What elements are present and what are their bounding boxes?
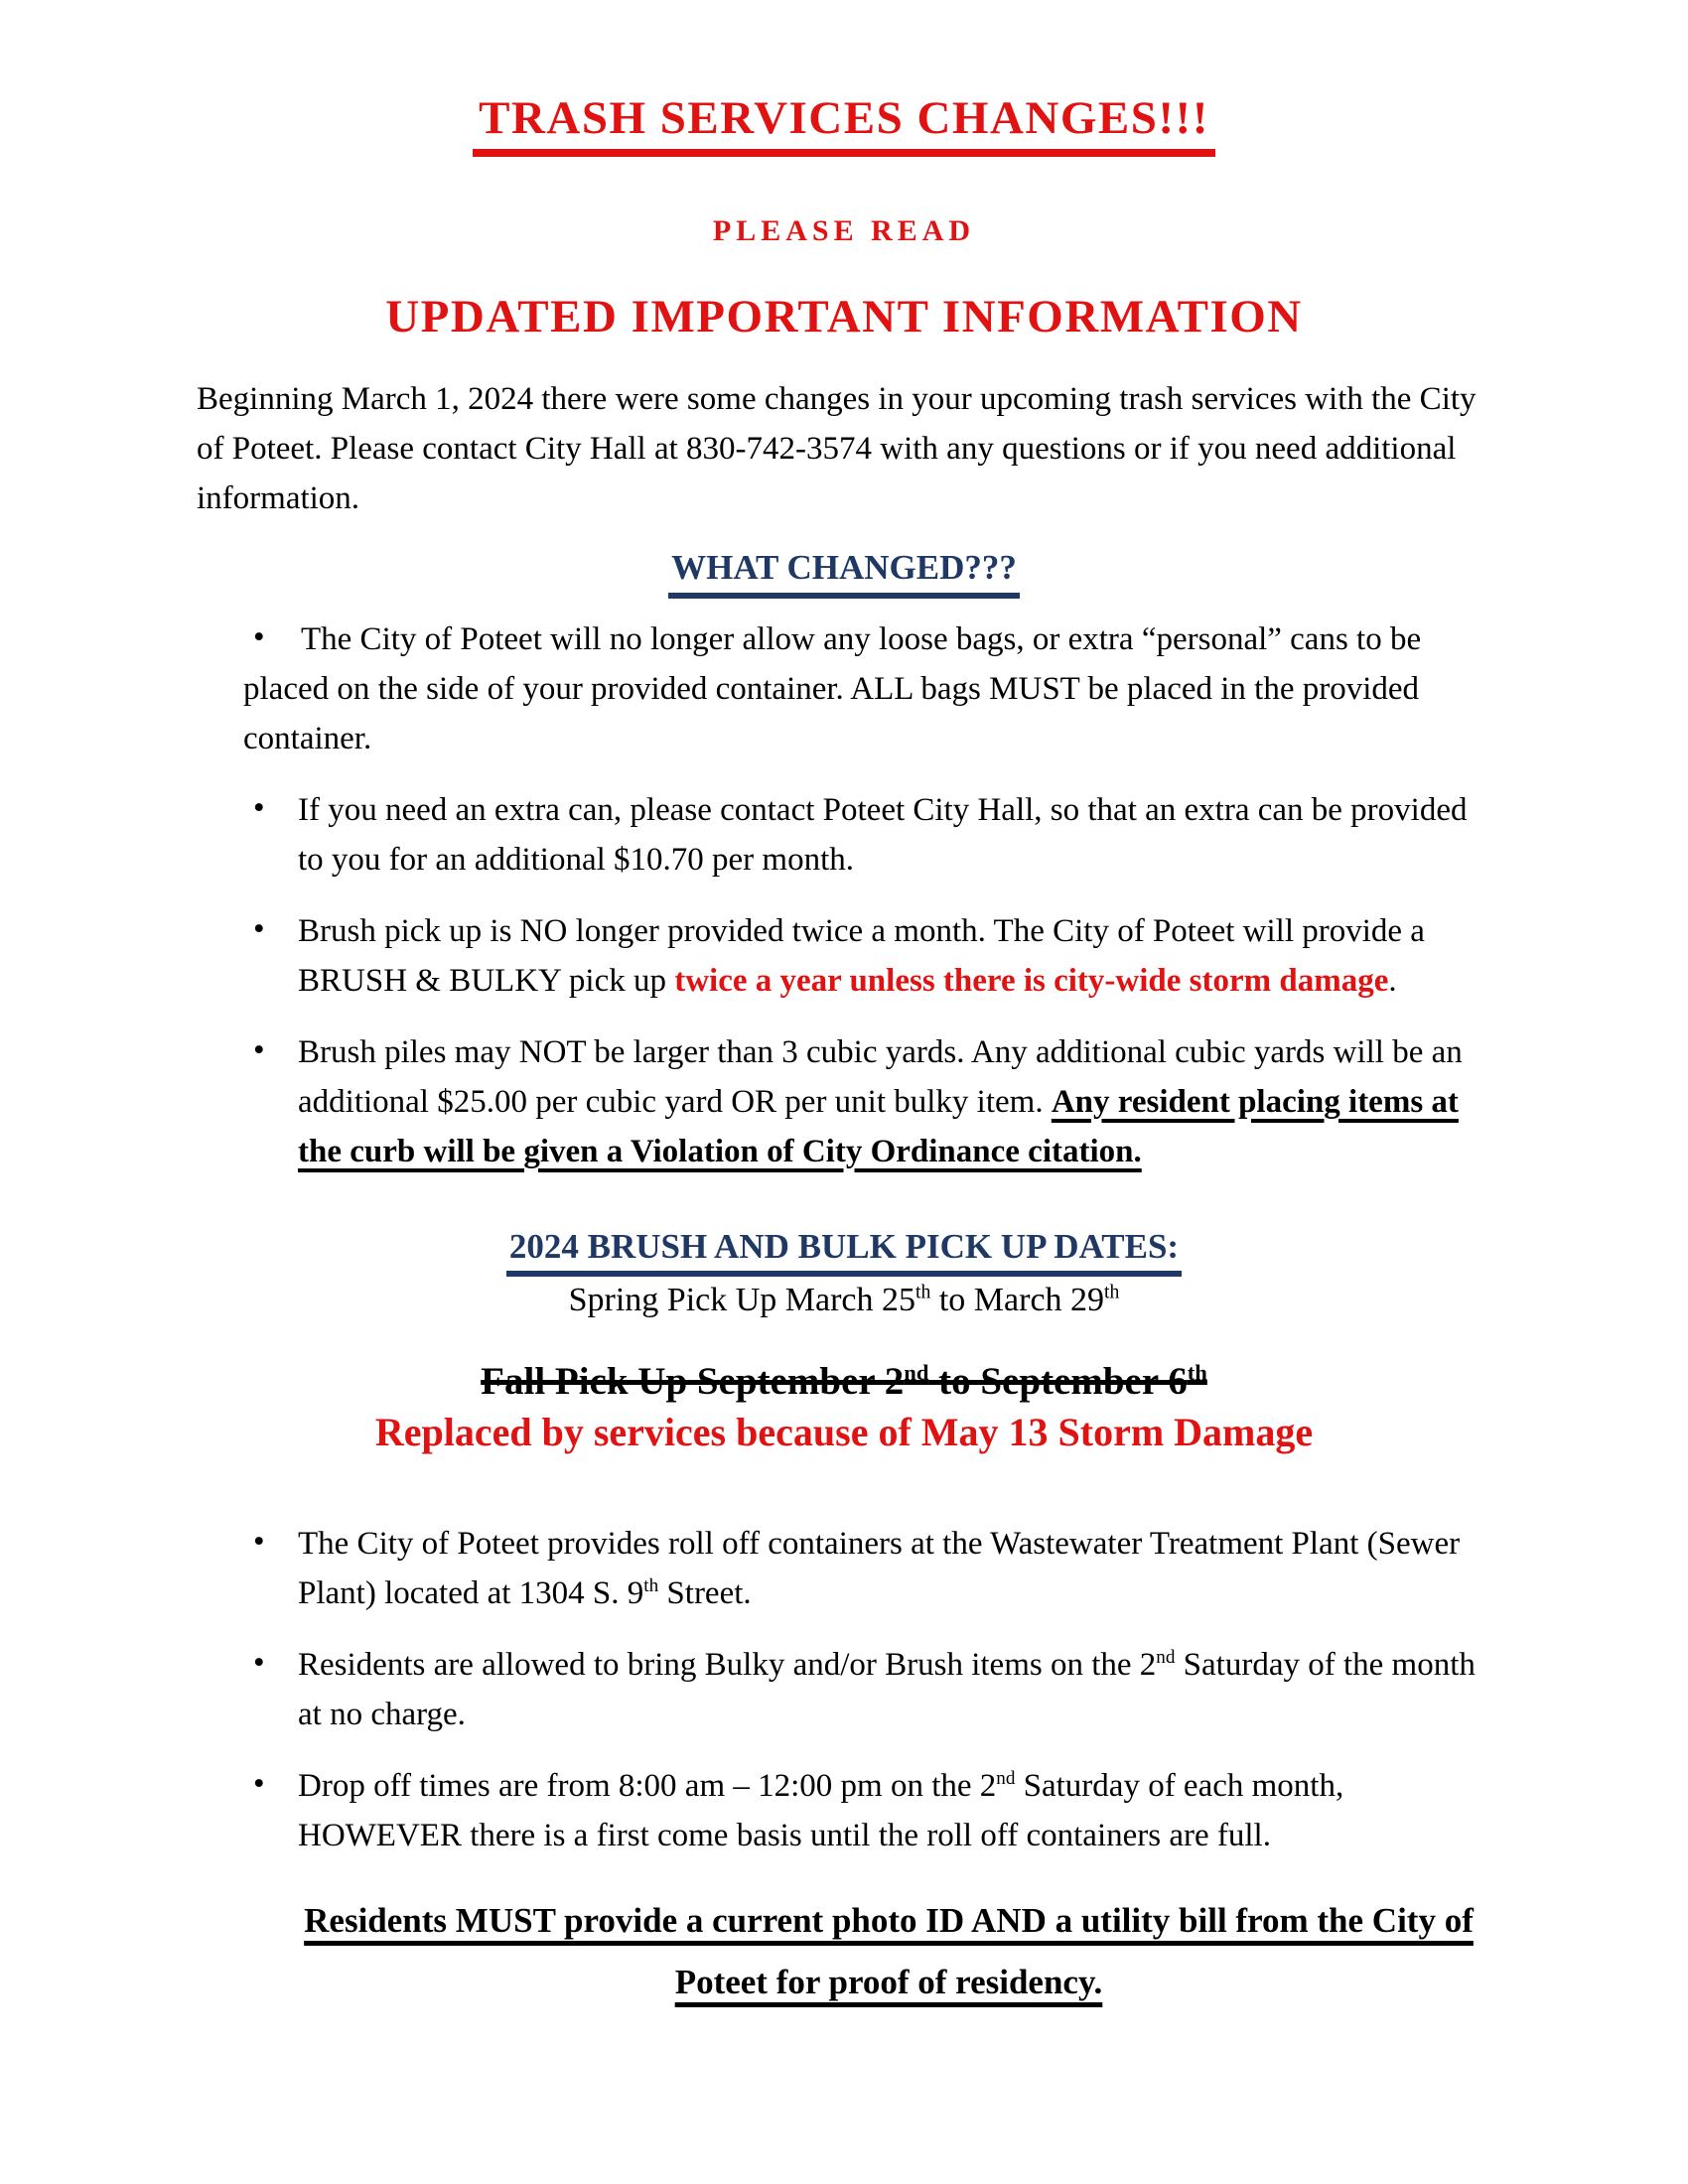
title-row (0, 0, 1688, 157)
ordinal-suffix: nd (904, 1360, 929, 1385)
list-item-roll-off-containers (0, 1519, 1688, 1618)
ordinal-suffix: th (915, 1281, 931, 1303)
dates-heading-row (0, 1198, 1688, 1278)
bullet-text: If you need an extra can, please contact Poteet City Hall, so that an extra can be provided to you for an additional $10.70 per month. (298, 791, 1468, 878)
bullet-text: Street. (658, 1575, 752, 1611)
what-changed-row (0, 523, 1688, 599)
bullet-icon: • (253, 1766, 265, 1802)
ordinal-suffix: nd (1156, 1647, 1176, 1668)
list-item-loose-bags (0, 614, 1688, 763)
what-changed-heading: WHAT CHANGED??? (668, 549, 1020, 599)
bullet-icon: • (253, 910, 265, 947)
list-item-brush-piles (0, 1027, 1688, 1176)
list-item-dropoff-times (0, 1761, 1688, 1860)
bullet-text-highlight: twice a year unless there is city-wide storm damage (674, 962, 1389, 999)
spring-pickup-line (0, 1282, 1688, 1319)
intro-paragraph: Beginning March 1, 2024 there were some changes in your upcoming trash services with the City of Poteet. Please contact City Hall at 830-742-3574 with any questions or if you need additional information. (197, 381, 1477, 516)
spring-text: to March 29 (930, 1282, 1105, 1318)
bullet-text: . (1388, 962, 1397, 999)
ordinal-suffix: th (1187, 1360, 1207, 1385)
fall-text: Fall Pick Up September 2 (481, 1360, 905, 1403)
fall-pickup-line-struck (0, 1359, 1688, 1404)
bullet-text: Brush piles may NOT be larger than 3 cubic yards. Any additional cubic yards will be an additional $25.00 per cubic yard OR per unit bulky item. (298, 1033, 1463, 1120)
updated-info-heading: UPDATED IMPORTANT INFORMATION (385, 291, 1303, 342)
residency-proof-notice: Residents MUST provide a current photo ID AND a utility bill from the City of Poteet for proof of residency. (304, 1901, 1474, 2001)
bullet-text: The City of Poteet will no longer allow any loose bags, or extra “personal” cans to be placed on the side of your provided container. ALL bags MUST be placed in the provided container. (243, 620, 1422, 756)
list-item-extra-can (0, 785, 1688, 885)
bullet-icon: • (253, 1031, 265, 1068)
bullet-text-warning: Any resident placing items at the curb will be given a Violation of City Ordinance citation. (298, 1083, 1459, 1169)
list-item-bring-items (0, 1640, 1688, 1739)
bullet-icon: • (253, 1524, 265, 1560)
fall-text: to September 6 (928, 1360, 1188, 1403)
ordinal-suffix: th (643, 1575, 659, 1596)
replaced-by-services-line: Replaced by services because of May 13 Storm Damage (374, 1410, 1314, 1454)
changes-list (0, 614, 1688, 1176)
page-title: TRASH SERVICES CHANGES!!! (473, 95, 1215, 157)
bullet-text: Saturday of the month at no charge. (298, 1647, 1476, 1732)
bullet-text: The City of Poteet provides roll off containers at the Wastewater Treatment Plant (Sewer Plant) located at 1304 S. 9 (298, 1526, 1461, 1611)
bullet-text: Residents are allowed to bring Bulky and/or Brush items on the 2 (298, 1647, 1157, 1683)
bullet-icon: • (253, 1645, 265, 1681)
bullet-text: Brush pick up is NO longer provided twice a month. The City of Poteet will provide a BRUSH & BULKY pick up (298, 912, 1425, 999)
bullet-icon: • (253, 618, 265, 655)
bullet-text: Drop off times are from 8:00 am – 12:00 pm on the 2 (298, 1768, 997, 1804)
please-read-subtitle: PLEASE READ (712, 214, 976, 247)
bullet-text: Saturday of each month, HOWEVER there is a first come basis until the roll off containers are full. (298, 1768, 1344, 1853)
list-item-brush-pickup (0, 906, 1688, 1006)
pickup-dates-heading: 2024 BRUSH AND BULK PICK UP DATES: (506, 1228, 1182, 1278)
bullet-icon: • (253, 789, 265, 826)
spring-text: Spring Pick Up March 25 (568, 1282, 916, 1318)
dropoff-list (0, 1519, 1688, 1860)
ordinal-suffix: th (1104, 1281, 1120, 1303)
ordinal-suffix: nd (996, 1768, 1016, 1789)
